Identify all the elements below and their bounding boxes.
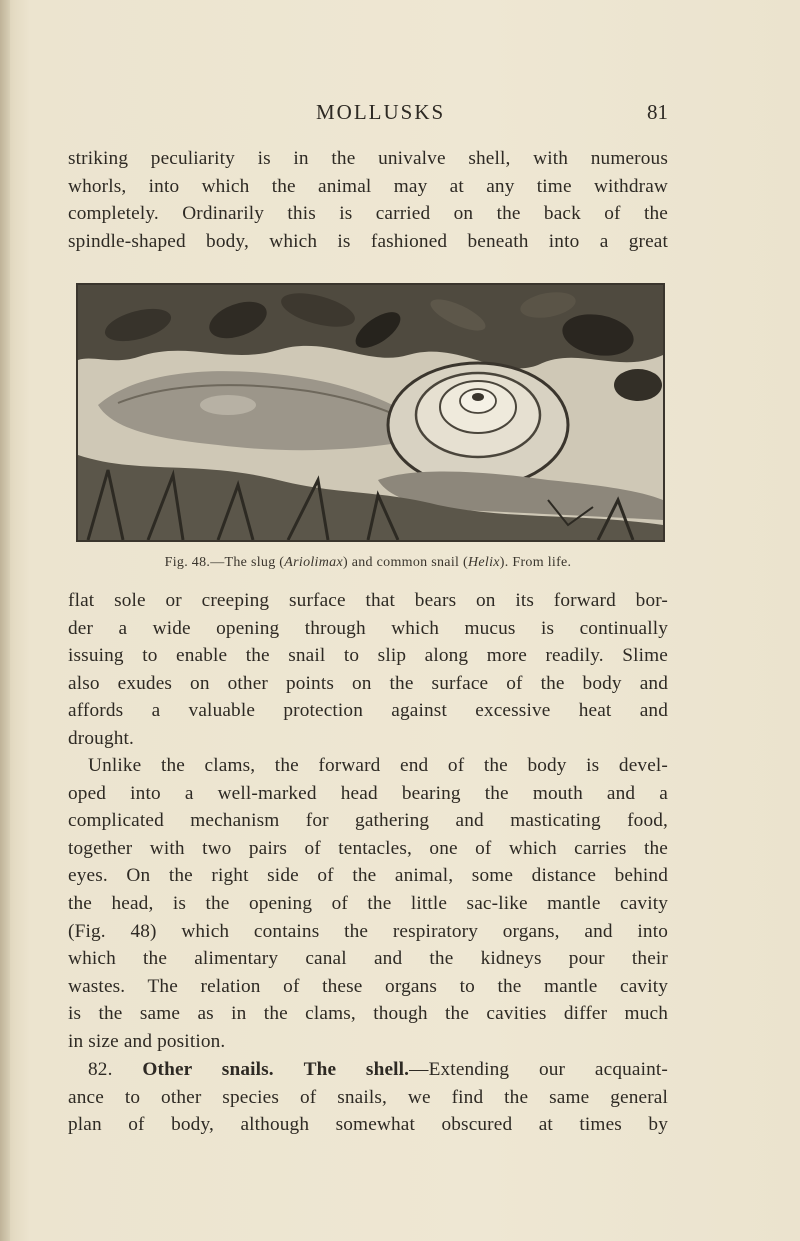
text-line: plan of body, although somewhat obscured at times by [68,1114,668,1136]
text-line: affords a valuable protection against excessive heat and [68,700,668,722]
heading-line-rest: —Extending our acquaint- [409,1059,668,1080]
text-line: striking peculiarity is in the univalve shell, with numerous [68,148,668,169]
text-line: der a wide opening through which mucus is continually [68,617,668,639]
text-line: ance to other species of snails, we find the same general [68,1086,668,1108]
text-line: wastes. The relation of these organs to the mantle cavity [68,975,668,997]
caption-middle: ) and common snail ( [342,555,468,570]
running-head [68,100,668,130]
page-number: 81 [647,100,668,124]
running-title: MOLLUSKS [316,100,446,124]
paragraph-3 [68,752,668,1056]
text-line: oped into a well-marked head bearing the mouth and a [68,782,668,804]
paragraph-2 [68,587,668,753]
text-line: which the alimentary canal and the kidneys pour their [68,948,668,970]
text-line: issuing to enable the snail to slip along more readily. Slime [68,645,668,667]
section-number: 82. [88,1059,113,1080]
text-line: together with two pairs of tentacles, one of which carries the [68,837,668,859]
paragraph-1 [68,145,668,255]
caption-prefix: Fig. 48.—The slug ( [164,555,285,570]
text-line: whorls, into which the animal may at any time withdraw [68,175,668,197]
slug-snail-illustration [78,285,663,540]
section-title: Other snails. [142,1059,274,1080]
text-line: (Fig. 48) which contains the respiratory organs, and into [68,920,668,942]
caption-suffix: ). From life. [499,555,572,570]
text-line: is the same as in the clams, though the cavities differ much [68,1003,668,1025]
binding-edge [0,0,10,1241]
text-line: eyes. On the right side of the animal, some distance behind [68,865,668,887]
text-line: flat sole or creeping surface that bears on its forward bor- [68,590,668,611]
text-line: completely. Ordinarily this is carried on the back of the [68,203,668,225]
text-line: also exudes on other points on the surface of the body and [68,672,668,694]
text-line: the head, is the opening of the little sac-like mantle cavity [68,892,668,914]
text-line: complicated mechanism for gathering and masticating food, [68,810,668,832]
paragraph-4 [68,1056,668,1139]
caption-genus-snail: Helix [467,555,500,570]
figure-caption [68,555,668,571]
subsection-title: The shell. [303,1059,410,1080]
text-line: in size and position. [68,1030,226,1052]
caption-genus-slug: Ariolimax [284,555,343,570]
figure-slug-and-snail [76,283,665,542]
text-line: Unlike the clams, the forward end of the body is devel- [88,755,668,776]
text-line: spindle-shaped body, which is fashioned beneath into a great [68,230,668,252]
section-heading-line [68,1056,668,1084]
text-line: drought. [68,727,135,749]
